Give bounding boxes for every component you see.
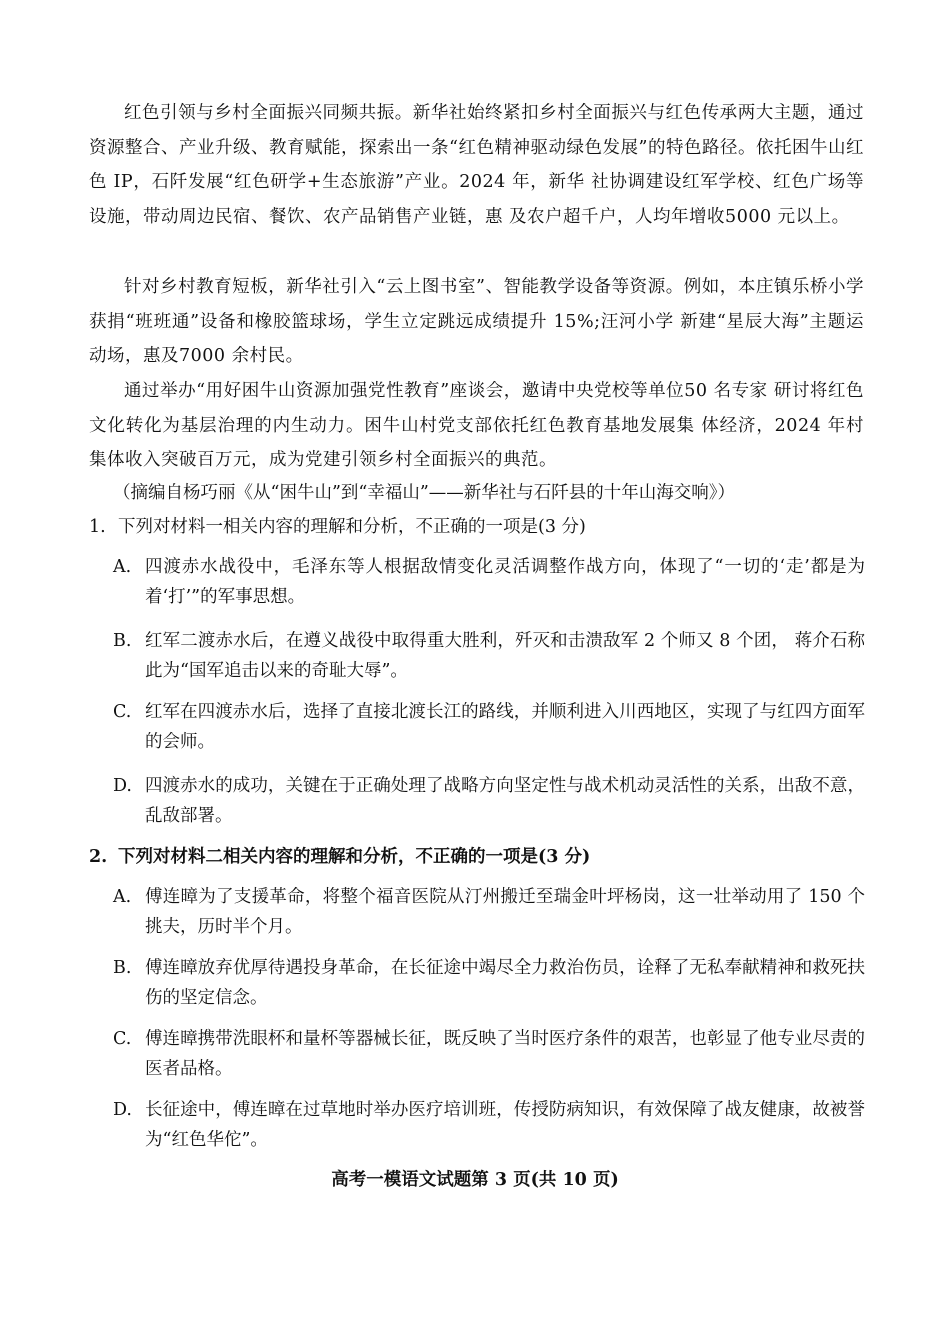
question-2-text: 下列对材料二相关内容的理解和分析，不正确的一项是(3 分): [118, 847, 591, 867]
option-text: 傅连暲为了支援革命，将整个福音医院从汀州搬迁至瑞金叶坪杨岗，这一壮举动用了 150 个挑夫，历时半个月。: [145, 887, 865, 937]
option-text: 傅连暲放弃优厚待遇投身革命，在长征途中竭尽全力救治伤员，诠释了无私奉献精神和救死扶伤的坚定信念。: [145, 958, 865, 1008]
question-2-option-a: [113, 882, 865, 942]
passage-paragraph-1: 红色引领与乡村全面振兴同频共振。新华社始终紧扣乡村全面振兴与红色传承两大主题，通过资源整合、产业升级、教育赋能，探索出一条“红色精神驱动绿色发展”的特色路径。依托困牛山红色 IP，石阡发展“红色研学+生态旅游”产业。2024 年，新华 社协调建设红军学校、红色广场等设施，带动周边民宿、餐饮、农产品销售产业链，惠 及农户超千户，人均年增收5000 元以上。: [89, 103, 864, 227]
question-2-stem: [89, 842, 864, 872]
passage-paragraph-2: 针对乡村教育短板，新华社引入“云上图书室”、智能教学设备等资源。例如，本庄镇乐桥小学获捐“班班通”设备和橡胶篮球场，学生立定跳远成绩提升 15%;汪河小学 新建“星辰大海”主题运动场，惠及7000 余村民。: [89, 277, 864, 366]
option-text: 长征途中，傅连暲在过草地时举办医疗培训班，传授防病知识，有效保障了战友健康，故被誉为“红色华佗”。: [145, 1100, 865, 1150]
option-letter: C.: [113, 1029, 132, 1049]
option-letter: D.: [113, 1100, 132, 1120]
page-footer: 高考一模语文试题第 3 页(共 10 页): [331, 1170, 619, 1190]
option-text: 四渡赤水的成功，关键在于正确处理了战略方向坚定性与战术机动灵活性的关系，出敌不意，乱敌部署。: [145, 776, 865, 826]
option-text: 红军二渡赤水后，在遵义战役中取得重大胜利，歼灭和击溃敌军 2 个师又 8 个团， 蒋介石称此为“国军追击以来的奇耻大辱”。: [145, 631, 865, 681]
question-1-option-b: [113, 626, 865, 686]
question-1-text: 下列对材料一相关内容的理解和分析，不正确的一项是(3 分): [118, 517, 586, 537]
option-text: 红军在四渡赤水后，选择了直接北渡长江的路线，并顺利进入川西地区，实现了与红四方面军的会师。: [145, 702, 865, 752]
option-letter: D.: [113, 776, 132, 796]
passage-source-citation: （摘编自杨巧丽《从“困牛山”到“幸福山”——新华社与石阡县的十年山海交响》）: [113, 483, 736, 503]
question-2-number: 2.: [89, 847, 108, 867]
question-1-option-d: [113, 771, 865, 831]
option-letter: B.: [113, 958, 132, 978]
option-letter: C.: [113, 702, 132, 722]
option-text: 四渡赤水战役中，毛泽东等人根据敌情变化灵活调整作战方向，体现了“一切的‘走’都是为着‘打’”的军事思想。: [145, 557, 865, 607]
question-1-stem: [89, 512, 864, 542]
question-2-option-b: [113, 953, 865, 1013]
question-1-number: 1.: [89, 517, 106, 537]
option-letter: A.: [113, 887, 132, 907]
option-letter: A.: [113, 557, 132, 577]
question-2-option-d: [113, 1095, 865, 1155]
option-text: 傅连暲携带洗眼杯和量杯等器械长征，既反映了当时医疗条件的艰苦，也彰显了他专业尽责的医者品格。: [145, 1029, 865, 1079]
question-1-option-c: [113, 697, 865, 757]
question-1-option-a: [113, 552, 865, 612]
passage-paragraph-3: 通过举办“用好困牛山资源加强党性教育”座谈会，邀请中央党校等单位50 名专家 研讨将红色文化转化为基层治理的内生动力。困牛山村党支部依托红色教育基地发展集 体经济，2024 年村集体收入突破百万元，成为党建引领乡村全面振兴的典范。: [89, 381, 864, 470]
question-2-option-c: [113, 1024, 865, 1084]
option-letter: B.: [113, 631, 132, 651]
